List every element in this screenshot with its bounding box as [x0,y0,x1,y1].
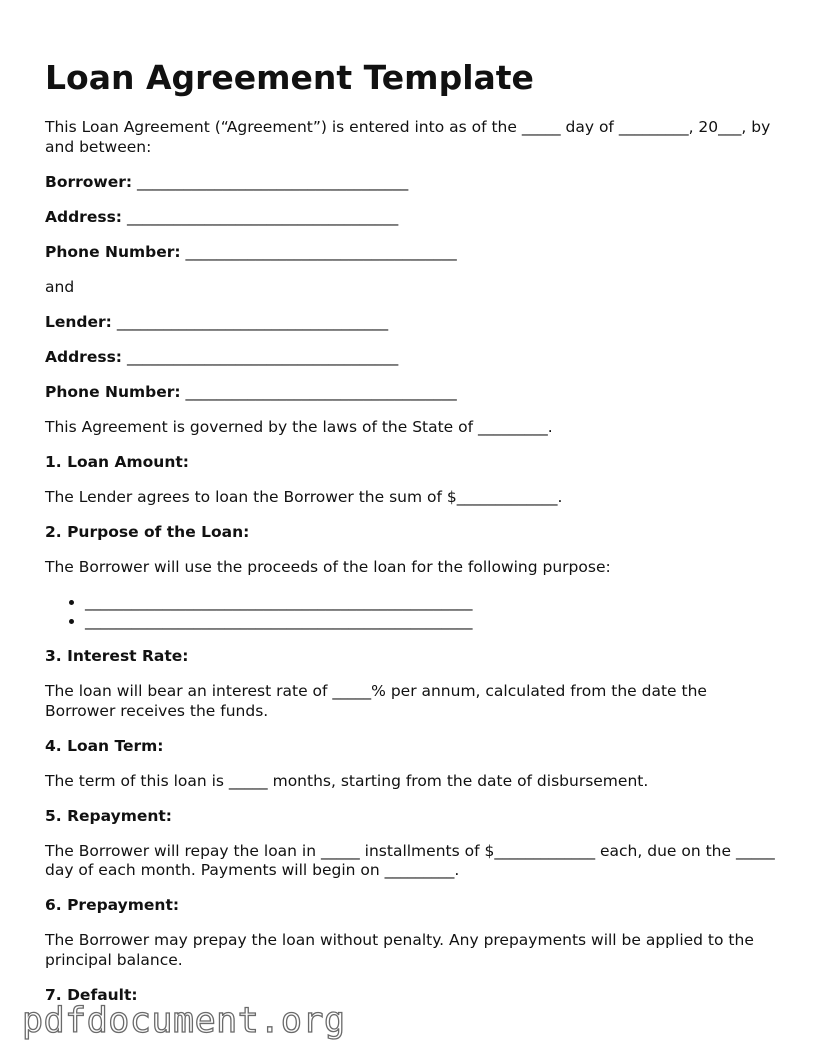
section-3-heading: 3. Interest Rate: [45,647,189,665]
lender-address-label: Address: [45,347,122,366]
borrower-phone-field [45,243,780,263]
borrower-address-blank: ___________________________________ [126,207,399,226]
borrower-phone-label: Phone Number: [45,242,181,261]
purpose-list [45,593,780,632]
section-3-text: The loan will bear an interest rate of _____% per annum, calculated from the date the Borrower receives the funds. [45,682,707,720]
section-6-heading: 6. Prepayment: [45,896,180,914]
purpose-item: • __________________________________________________ [85,593,780,613]
section-2-text: The Borrower will use the proceeds of the loan for the following purpose: [45,557,611,576]
lender-name-blank: ___________________________________ [116,312,389,331]
section-1-heading: 1. Loan Amount: [45,452,189,471]
governing-law-paragraph: This Agreement is governed by the laws of the State of _________. [45,417,553,436]
section-6-text: The Borrower may prepay the loan without penalty. Any prepayments will be applied to the principal balance. [45,931,754,969]
page-title: Loan Agreement Template [45,58,534,97]
purpose-item: • __________________________________________________ [85,612,780,632]
section-7-heading: 7. Default: [45,985,138,1004]
borrower-name-blank: ___________________________________ [137,172,409,191]
section-1-text: The Lender agrees to loan the Borrower the sum of $_____________. [45,487,563,506]
document-page [45,58,780,1021]
lender-address-blank: ___________________________________ [126,347,399,366]
section-5-text: The Borrower will repay the loan in _____ installments of $_____________ each, due on the _____ day of each month. Payments will begin on _________. [45,841,775,879]
section-4-heading: 4. Loan Term: [45,736,164,755]
section-2-heading: 2. Purpose of the Loan: [45,522,250,541]
lender-phone-blank: ___________________________________ [185,382,457,401]
and-text: and [45,277,75,296]
borrower-phone-blank: ___________________________________ [185,242,457,261]
section-4-text: The term of this loan is _____ months, starting from the date of disbursement. [45,771,649,790]
lender-name-label: Lender: [45,312,112,331]
borrower-name-field [45,173,780,193]
borrower-address-label: Address: [45,207,122,226]
lender-phone-field [45,383,780,403]
lender-phone-label: Phone Number: [45,382,181,401]
lender-name-field [45,313,780,333]
borrower-address-field [45,208,780,228]
section-5-heading: 5. Repayment: [45,806,173,825]
intro-paragraph: This Loan Agreement (“Agreement”) is entered into as of the _____ day of _________, 20___, by and between: [45,118,771,156]
watermark-text: pdfdocument.org [22,1001,346,1041]
lender-address-field [45,348,780,368]
borrower-name-label: Borrower: [45,172,133,191]
